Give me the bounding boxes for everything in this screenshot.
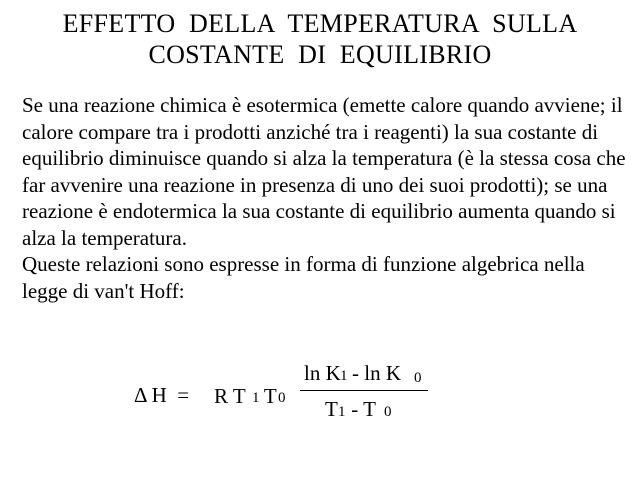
numerator-sub-0: 0: [414, 370, 422, 386]
title-line-1: EFFETTO DELLA TEMPERATURA SULLA: [62, 9, 578, 38]
paragraph-2: Queste relazioni sono espresse in forma di funzione algebrica nella legge di van't Hoff:: [22, 252, 585, 303]
formula-sub-0: 0: [278, 390, 286, 406]
formula-lhs: Δ H =: [134, 383, 190, 407]
paragraph-1: Se una reazione chimica è esotermica (emette calore quando avviene; il calore compare tra i prodotti anziché tra i reagenti) la sua costante di equilibrio diminuisce quando si alza la temperatura (è la stessa cosa che far avvenire una reazione in presenza di uno dei suoi prodotti); se una reazione è endotermica la sua costante di equilibrio aumenta quando si alza la temperatura.: [22, 93, 626, 250]
numerator-sub-1: 1: [340, 368, 348, 384]
formula-r-t: R T: [214, 384, 246, 408]
slide-title: [0, 8, 640, 70]
formula-sub-1: 1: [252, 390, 260, 406]
body-text: [22, 92, 632, 304]
denominator-sub-1: 1: [338, 404, 346, 420]
denominator-sub-0: 0: [384, 404, 392, 420]
numerator-ln-k1: ln K: [304, 361, 341, 385]
denominator-t1: T: [325, 397, 338, 421]
fraction-bar: [300, 390, 428, 391]
formula-t0: T: [259, 384, 277, 408]
title-line-2: COSTANTE DI EQUILIBRIO: [148, 40, 492, 69]
denominator-t0: - T: [346, 397, 376, 421]
numerator-ln-k0: - ln K: [352, 361, 401, 385]
